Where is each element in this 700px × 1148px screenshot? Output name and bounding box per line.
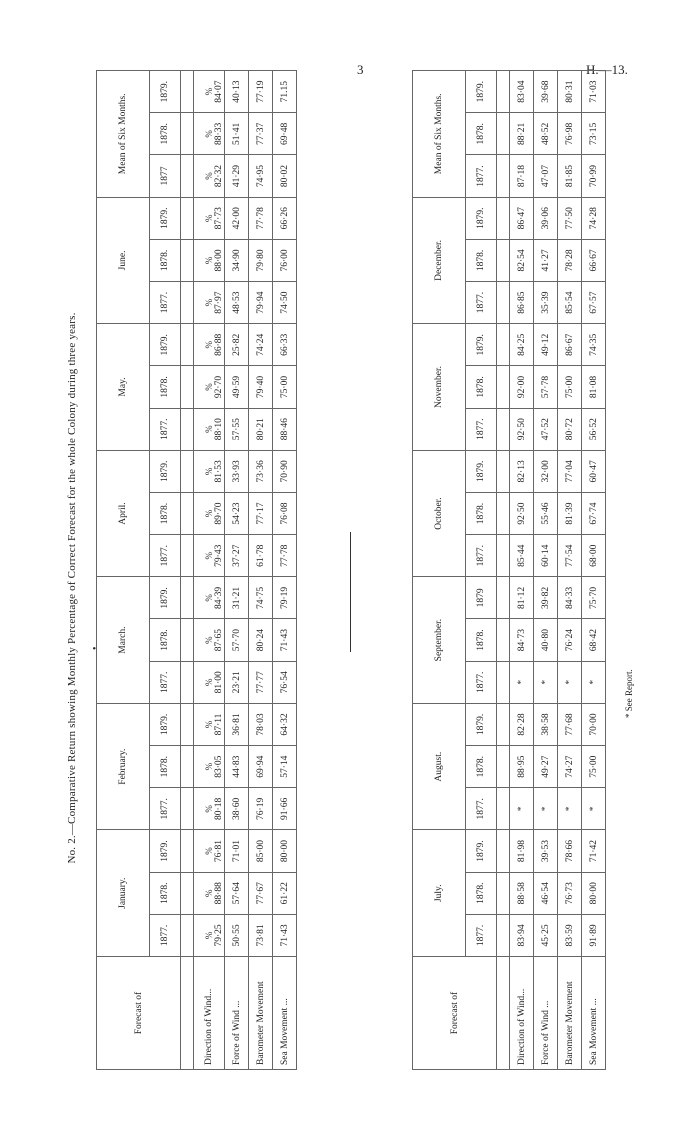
cell-value — [194, 535, 225, 577]
value-text: 88·33 — [214, 122, 224, 145]
row-label: Barometer Movement — [249, 957, 273, 1070]
cell-value — [194, 872, 225, 914]
year-header: 1878. — [466, 113, 497, 155]
cell-value: 76·73 — [558, 872, 582, 914]
year-header: 1878. — [150, 239, 181, 281]
cell-value: 48·53 — [225, 282, 249, 324]
forecast-of-header: Forecast of — [97, 957, 181, 1070]
year-header: 1879. — [150, 703, 181, 745]
month-header: Mean of Six Months. — [97, 71, 150, 198]
cell-value: 48·52 — [534, 113, 558, 155]
cell-value: 85·00 — [249, 830, 273, 872]
table-row — [249, 71, 273, 1070]
year-header: 1877. — [466, 661, 497, 703]
cell-value: 79·40 — [249, 366, 273, 408]
value-text: 80·18 — [214, 797, 224, 820]
value-text: 82·32 — [214, 164, 224, 188]
value-text: 84·07 — [214, 80, 224, 103]
value-text: 87·65 — [214, 629, 224, 652]
percent-sign: % — [204, 130, 214, 138]
cell-value: 88·58 — [510, 872, 534, 914]
cell-value: 74·28 — [582, 197, 606, 239]
cell-value: 77·67 — [249, 872, 273, 914]
cell-value: 77·19 — [249, 71, 273, 113]
year-header: 1879. — [466, 197, 497, 239]
cell-value: 40·13 — [225, 71, 249, 113]
percent-sign: % — [204, 889, 214, 897]
cell-value: 81·98 — [510, 830, 534, 872]
cell-value — [194, 914, 225, 956]
cell-value: 61·78 — [249, 535, 273, 577]
cell-value: 80·72 — [558, 408, 582, 450]
year-header: 1878. — [466, 746, 497, 788]
cell-value: 82·13 — [510, 450, 534, 492]
cell-value: 82·28 — [510, 703, 534, 745]
cell-value — [194, 661, 225, 703]
footnote: * See Report. — [624, 669, 634, 718]
value-text: 76·81 — [214, 839, 224, 863]
cell-value: 25·82 — [225, 324, 249, 366]
year-header: 1878. — [150, 746, 181, 788]
month-header: March. — [97, 577, 150, 704]
cell-value: 76·54 — [273, 661, 297, 703]
cell-value: 60·14 — [534, 535, 558, 577]
cell-value: 76·24 — [558, 619, 582, 661]
cell-value: * — [534, 661, 558, 703]
cell-value: 41·27 — [534, 239, 558, 281]
cell-value — [194, 324, 225, 366]
percent-sign: % — [204, 678, 214, 687]
percent-sign: % — [204, 298, 214, 307]
month-header: September. — [413, 577, 466, 704]
year-header: 1877. — [150, 408, 181, 450]
cell-value: 88·46 — [273, 408, 297, 450]
cell-value — [194, 788, 225, 830]
percent-sign: % — [204, 636, 214, 644]
year-header: 1878. — [150, 492, 181, 534]
cell-value: 60·47 — [582, 450, 606, 492]
cell-value — [194, 282, 225, 324]
cell-value: * — [558, 661, 582, 703]
row-label: Sea Movement ... — [273, 957, 297, 1070]
cell-value: 71·42 — [582, 830, 606, 872]
year-header: 1877 — [150, 155, 181, 197]
cell-value: 80·31 — [558, 71, 582, 113]
cell-value: 66·26 — [273, 197, 297, 239]
percent-sign: % — [204, 425, 214, 433]
cell-value: 73·15 — [582, 113, 606, 155]
percent-sign: % — [204, 594, 214, 602]
cell-value: 91·66 — [273, 788, 297, 830]
cell-value — [194, 577, 225, 619]
cell-value: 49·27 — [534, 746, 558, 788]
cell-value: 39·53 — [534, 830, 558, 872]
cell-value: 57·78 — [534, 366, 558, 408]
cell-value: 92·00 — [510, 366, 534, 408]
year-header: 1878. — [150, 113, 181, 155]
value-text: 87·11 — [214, 713, 224, 736]
cell-value — [194, 366, 225, 408]
cell-value: 40·80 — [534, 619, 558, 661]
year-header: 1878. — [466, 366, 497, 408]
cell-value: 77·54 — [558, 535, 582, 577]
row-label: Force of Wind ... — [534, 957, 558, 1070]
table-row — [273, 71, 297, 1070]
cell-value — [194, 492, 225, 534]
page-number: 3 — [357, 62, 364, 77]
table-row — [194, 71, 225, 1070]
cell-value — [194, 71, 225, 113]
cell-value — [194, 619, 225, 661]
percent-sign: % — [204, 805, 214, 813]
cell-value: 67·74 — [582, 492, 606, 534]
percent-sign: % — [204, 762, 214, 771]
year-header: 1877. — [150, 535, 181, 577]
cell-value: 41·29 — [225, 155, 249, 197]
cell-value: 77·77 — [249, 661, 273, 703]
cell-value: 47·07 — [534, 155, 558, 197]
cell-value — [194, 703, 225, 745]
cell-value: 73·36 — [249, 450, 273, 492]
cell-value: 74·35 — [582, 324, 606, 366]
month-header: August. — [413, 703, 466, 830]
cell-value: * — [534, 788, 558, 830]
cell-value: 81·08 — [582, 366, 606, 408]
year-header: 1878. — [466, 492, 497, 534]
cell-value — [194, 155, 225, 197]
percent-sign: % — [204, 931, 214, 940]
cell-value: 76·08 — [273, 492, 297, 534]
cell-value — [194, 746, 225, 788]
cell-value: 77·78 — [249, 197, 273, 239]
cell-value: 71·03 — [582, 71, 606, 113]
year-header: 1879 — [466, 577, 497, 619]
row-label: Sea Movement ... — [582, 957, 606, 1070]
year-header: 1878. — [150, 619, 181, 661]
year-header: 1879. — [466, 71, 497, 113]
cell-value: 70·99 — [582, 155, 606, 197]
year-header: 1879. — [466, 703, 497, 745]
percent-sign: % — [204, 256, 214, 265]
cell-value: 74·50 — [273, 282, 297, 324]
value-text: 81·53 — [214, 460, 224, 483]
year-header: 1879. — [150, 450, 181, 492]
cell-value — [194, 830, 225, 872]
cell-value: 55·46 — [534, 492, 558, 534]
cell-value: 37·27 — [225, 535, 249, 577]
cell-value: 49·59 — [225, 366, 249, 408]
cell-value: 76·00 — [273, 239, 297, 281]
cell-value — [194, 408, 225, 450]
cell-value: 39·82 — [534, 577, 558, 619]
month-header: November. — [413, 324, 466, 451]
cell-value: 68·42 — [582, 619, 606, 661]
percent-sign: % — [204, 551, 214, 560]
value-text: 88·10 — [214, 418, 224, 441]
cell-value: 70·00 — [582, 703, 606, 745]
percent-sign: % — [204, 172, 214, 180]
value-text: 88·00 — [214, 249, 224, 272]
cell-value: 71·01 — [225, 830, 249, 872]
cell-value: 57·70 — [225, 619, 249, 661]
dot-mark: • — [90, 646, 101, 650]
cell-value: 57·64 — [225, 872, 249, 914]
divider-line — [350, 532, 351, 652]
cell-value: 31·21 — [225, 577, 249, 619]
cell-value: 84·33 — [558, 577, 582, 619]
year-header: 1879. — [466, 830, 497, 872]
year-header: 1877. — [466, 788, 497, 830]
cell-value: 84·73 — [510, 619, 534, 661]
table-row — [534, 71, 558, 1070]
cell-value: * — [510, 661, 534, 703]
cell-value: 78·28 — [558, 239, 582, 281]
month-header: June. — [97, 197, 150, 324]
cell-value: 79·94 — [249, 282, 273, 324]
cell-value: 91·89 — [582, 914, 606, 956]
cell-value: 35·39 — [534, 282, 558, 324]
cell-value: 32·00 — [534, 450, 558, 492]
cell-value: 75·70 — [582, 577, 606, 619]
cell-value: 81·39 — [558, 492, 582, 534]
cell-value: 77·50 — [558, 197, 582, 239]
cell-value: 44·83 — [225, 746, 249, 788]
cell-value: 70·90 — [273, 450, 297, 492]
cell-value: 86·67 — [558, 324, 582, 366]
cell-value: 75·00 — [273, 366, 297, 408]
table-second-half-year — [412, 70, 606, 1070]
cell-value: 77·78 — [273, 535, 297, 577]
cell-value: 23·21 — [225, 661, 249, 703]
cell-value: 38·58 — [534, 703, 558, 745]
year-header: 1878. — [150, 872, 181, 914]
cell-value: 92·50 — [510, 408, 534, 450]
cell-value: 78·66 — [558, 830, 582, 872]
cell-value: 57·14 — [273, 746, 297, 788]
year-header: 1879. — [466, 450, 497, 492]
year-header: 1877. — [150, 788, 181, 830]
row-label: Force of Wind ... — [225, 957, 249, 1070]
cell-value: 33·93 — [225, 450, 249, 492]
return-title: No. 2.—Comparative Return showing Monthly Percentage of Correct Forecast for the whole Colony during three years. — [66, 312, 78, 864]
table-first-half-year — [96, 70, 297, 1070]
value-text: 81·00 — [214, 671, 224, 694]
cell-value — [194, 450, 225, 492]
cell-value: 81·85 — [558, 155, 582, 197]
cell-value: 71.15 — [273, 71, 297, 113]
row-label: Direction of Wind... — [510, 957, 534, 1070]
cell-value: 80·00 — [582, 872, 606, 914]
table-row — [510, 71, 534, 1070]
year-header: 1877. — [466, 155, 497, 197]
value-text: 86·88 — [214, 333, 224, 356]
month-header: April. — [97, 450, 150, 577]
cell-value: 49·12 — [534, 324, 558, 366]
cell-value: 77·04 — [558, 450, 582, 492]
percent-sign: % — [204, 467, 214, 476]
cell-value — [194, 239, 225, 281]
month-header: October. — [413, 450, 466, 577]
year-header: 1877. — [150, 661, 181, 703]
cell-value: 36·81 — [225, 703, 249, 745]
cell-value: * — [582, 661, 606, 703]
value-text: 92·70 — [214, 375, 224, 399]
cell-value: 88·95 — [510, 746, 534, 788]
cell-value: 68·00 — [582, 535, 606, 577]
percent-sign: % — [204, 341, 214, 349]
year-header: 1879. — [466, 324, 497, 366]
year-header: 1877. — [150, 282, 181, 324]
table-row — [225, 71, 249, 1070]
cell-value: 50·55 — [225, 914, 249, 956]
year-header: 1879. — [150, 577, 181, 619]
percent-sign: % — [204, 847, 214, 855]
value-text: 87·97 — [214, 291, 224, 314]
cell-value: 74·95 — [249, 155, 273, 197]
cell-value: 71·43 — [273, 914, 297, 956]
percent-sign: % — [204, 214, 214, 222]
cell-value: 57·55 — [225, 408, 249, 450]
cell-value: 79·80 — [249, 239, 273, 281]
year-header: 1879. — [150, 830, 181, 872]
cell-value: 80·24 — [249, 619, 273, 661]
cell-value: 78·03 — [249, 703, 273, 745]
cell-value: 39·68 — [534, 71, 558, 113]
year-header: 1879. — [150, 197, 181, 239]
year-header: 1877. — [466, 408, 497, 450]
cell-value: 73·81 — [249, 914, 273, 956]
cell-value: 74·27 — [558, 746, 582, 788]
value-text: 89·70 — [214, 502, 224, 525]
cell-value: 77·37 — [249, 113, 273, 155]
year-header: 1878. — [150, 366, 181, 408]
cell-value: 83·04 — [510, 71, 534, 113]
year-header: 1877. — [150, 914, 181, 956]
cell-value: 77·17 — [249, 492, 273, 534]
cell-value: 66·33 — [273, 324, 297, 366]
cell-value: 64·32 — [273, 703, 297, 745]
cell-value: 76·98 — [558, 113, 582, 155]
cell-value: 81·12 — [510, 577, 534, 619]
cell-value: 86·85 — [510, 282, 534, 324]
row-label: Direction of Wind... — [194, 957, 225, 1070]
cell-value: 87·18 — [510, 155, 534, 197]
month-header: May. — [97, 324, 150, 451]
row-label: Barometer Movement — [558, 957, 582, 1070]
page-reference: H.—13. — [586, 62, 628, 77]
cell-value: * — [558, 788, 582, 830]
cell-value: 74·24 — [249, 324, 273, 366]
cell-value: 75·00 — [582, 746, 606, 788]
cell-value: 69·94 — [249, 746, 273, 788]
year-header: 1877. — [466, 535, 497, 577]
value-text: 83·05 — [214, 755, 224, 778]
table-row — [582, 71, 606, 1070]
cell-value: 46·54 — [534, 872, 558, 914]
cell-value: 61·22 — [273, 872, 297, 914]
value-text: 87·73 — [214, 207, 224, 230]
cell-value: 71·43 — [273, 619, 297, 661]
month-header: July. — [413, 830, 466, 957]
month-header: December. — [413, 197, 466, 324]
cell-value: 80·02 — [273, 155, 297, 197]
cell-value: * — [510, 788, 534, 830]
cell-value: 85·54 — [558, 282, 582, 324]
cell-value: 80·00 — [273, 830, 297, 872]
cell-value: 88·21 — [510, 113, 534, 155]
forecast-of-header: Forecast of — [413, 957, 497, 1070]
cell-value: 86·47 — [510, 197, 534, 239]
percent-sign: % — [204, 383, 214, 391]
month-header: February. — [97, 703, 150, 830]
cell-value: 79·19 — [273, 577, 297, 619]
cell-value — [194, 113, 225, 155]
cell-value: 76·19 — [249, 788, 273, 830]
year-header: 1878. — [466, 619, 497, 661]
cell-value: 51·41 — [225, 113, 249, 155]
year-header: 1877. — [466, 914, 497, 956]
month-header: January. — [97, 830, 150, 957]
year-header: 1877. — [466, 282, 497, 324]
percent-sign: % — [204, 509, 214, 518]
cell-value: 75·00 — [558, 366, 582, 408]
value-text: 84·39 — [214, 586, 224, 609]
table-row — [558, 71, 582, 1070]
cell-value: 85·44 — [510, 535, 534, 577]
cell-value: 92·50 — [510, 492, 534, 534]
cell-value: 83·59 — [558, 914, 582, 956]
cell-value: 74·75 — [249, 577, 273, 619]
percent-sign: % — [204, 720, 214, 729]
value-text: 79·43 — [214, 544, 224, 567]
year-header: 1879. — [150, 71, 181, 113]
cell-value: 82·54 — [510, 239, 534, 281]
cell-value: 34·90 — [225, 239, 249, 281]
cell-value: 47·52 — [534, 408, 558, 450]
cell-value: 69·48 — [273, 113, 297, 155]
cell-value: * — [582, 788, 606, 830]
percent-sign: % — [204, 87, 214, 96]
year-header: 1878. — [466, 239, 497, 281]
cell-value: 42·00 — [225, 197, 249, 239]
cell-value: 56·52 — [582, 408, 606, 450]
year-header: 1878. — [466, 872, 497, 914]
year-header: 1879. — [150, 324, 181, 366]
cell-value — [194, 197, 225, 239]
cell-value: 54·23 — [225, 492, 249, 534]
month-header: Mean of Six Months. — [413, 71, 466, 198]
cell-value: 38·60 — [225, 788, 249, 830]
cell-value: 66·67 — [582, 239, 606, 281]
cell-value: 39·06 — [534, 197, 558, 239]
cell-value: 77·68 — [558, 703, 582, 745]
cell-value: 45·25 — [534, 914, 558, 956]
value-text: 79·25 — [214, 924, 224, 947]
cell-value: 83·94 — [510, 914, 534, 956]
cell-value: 67·57 — [582, 282, 606, 324]
value-text: 88·88 — [214, 882, 224, 905]
cell-value: 84·25 — [510, 324, 534, 366]
cell-value: 80·21 — [249, 408, 273, 450]
